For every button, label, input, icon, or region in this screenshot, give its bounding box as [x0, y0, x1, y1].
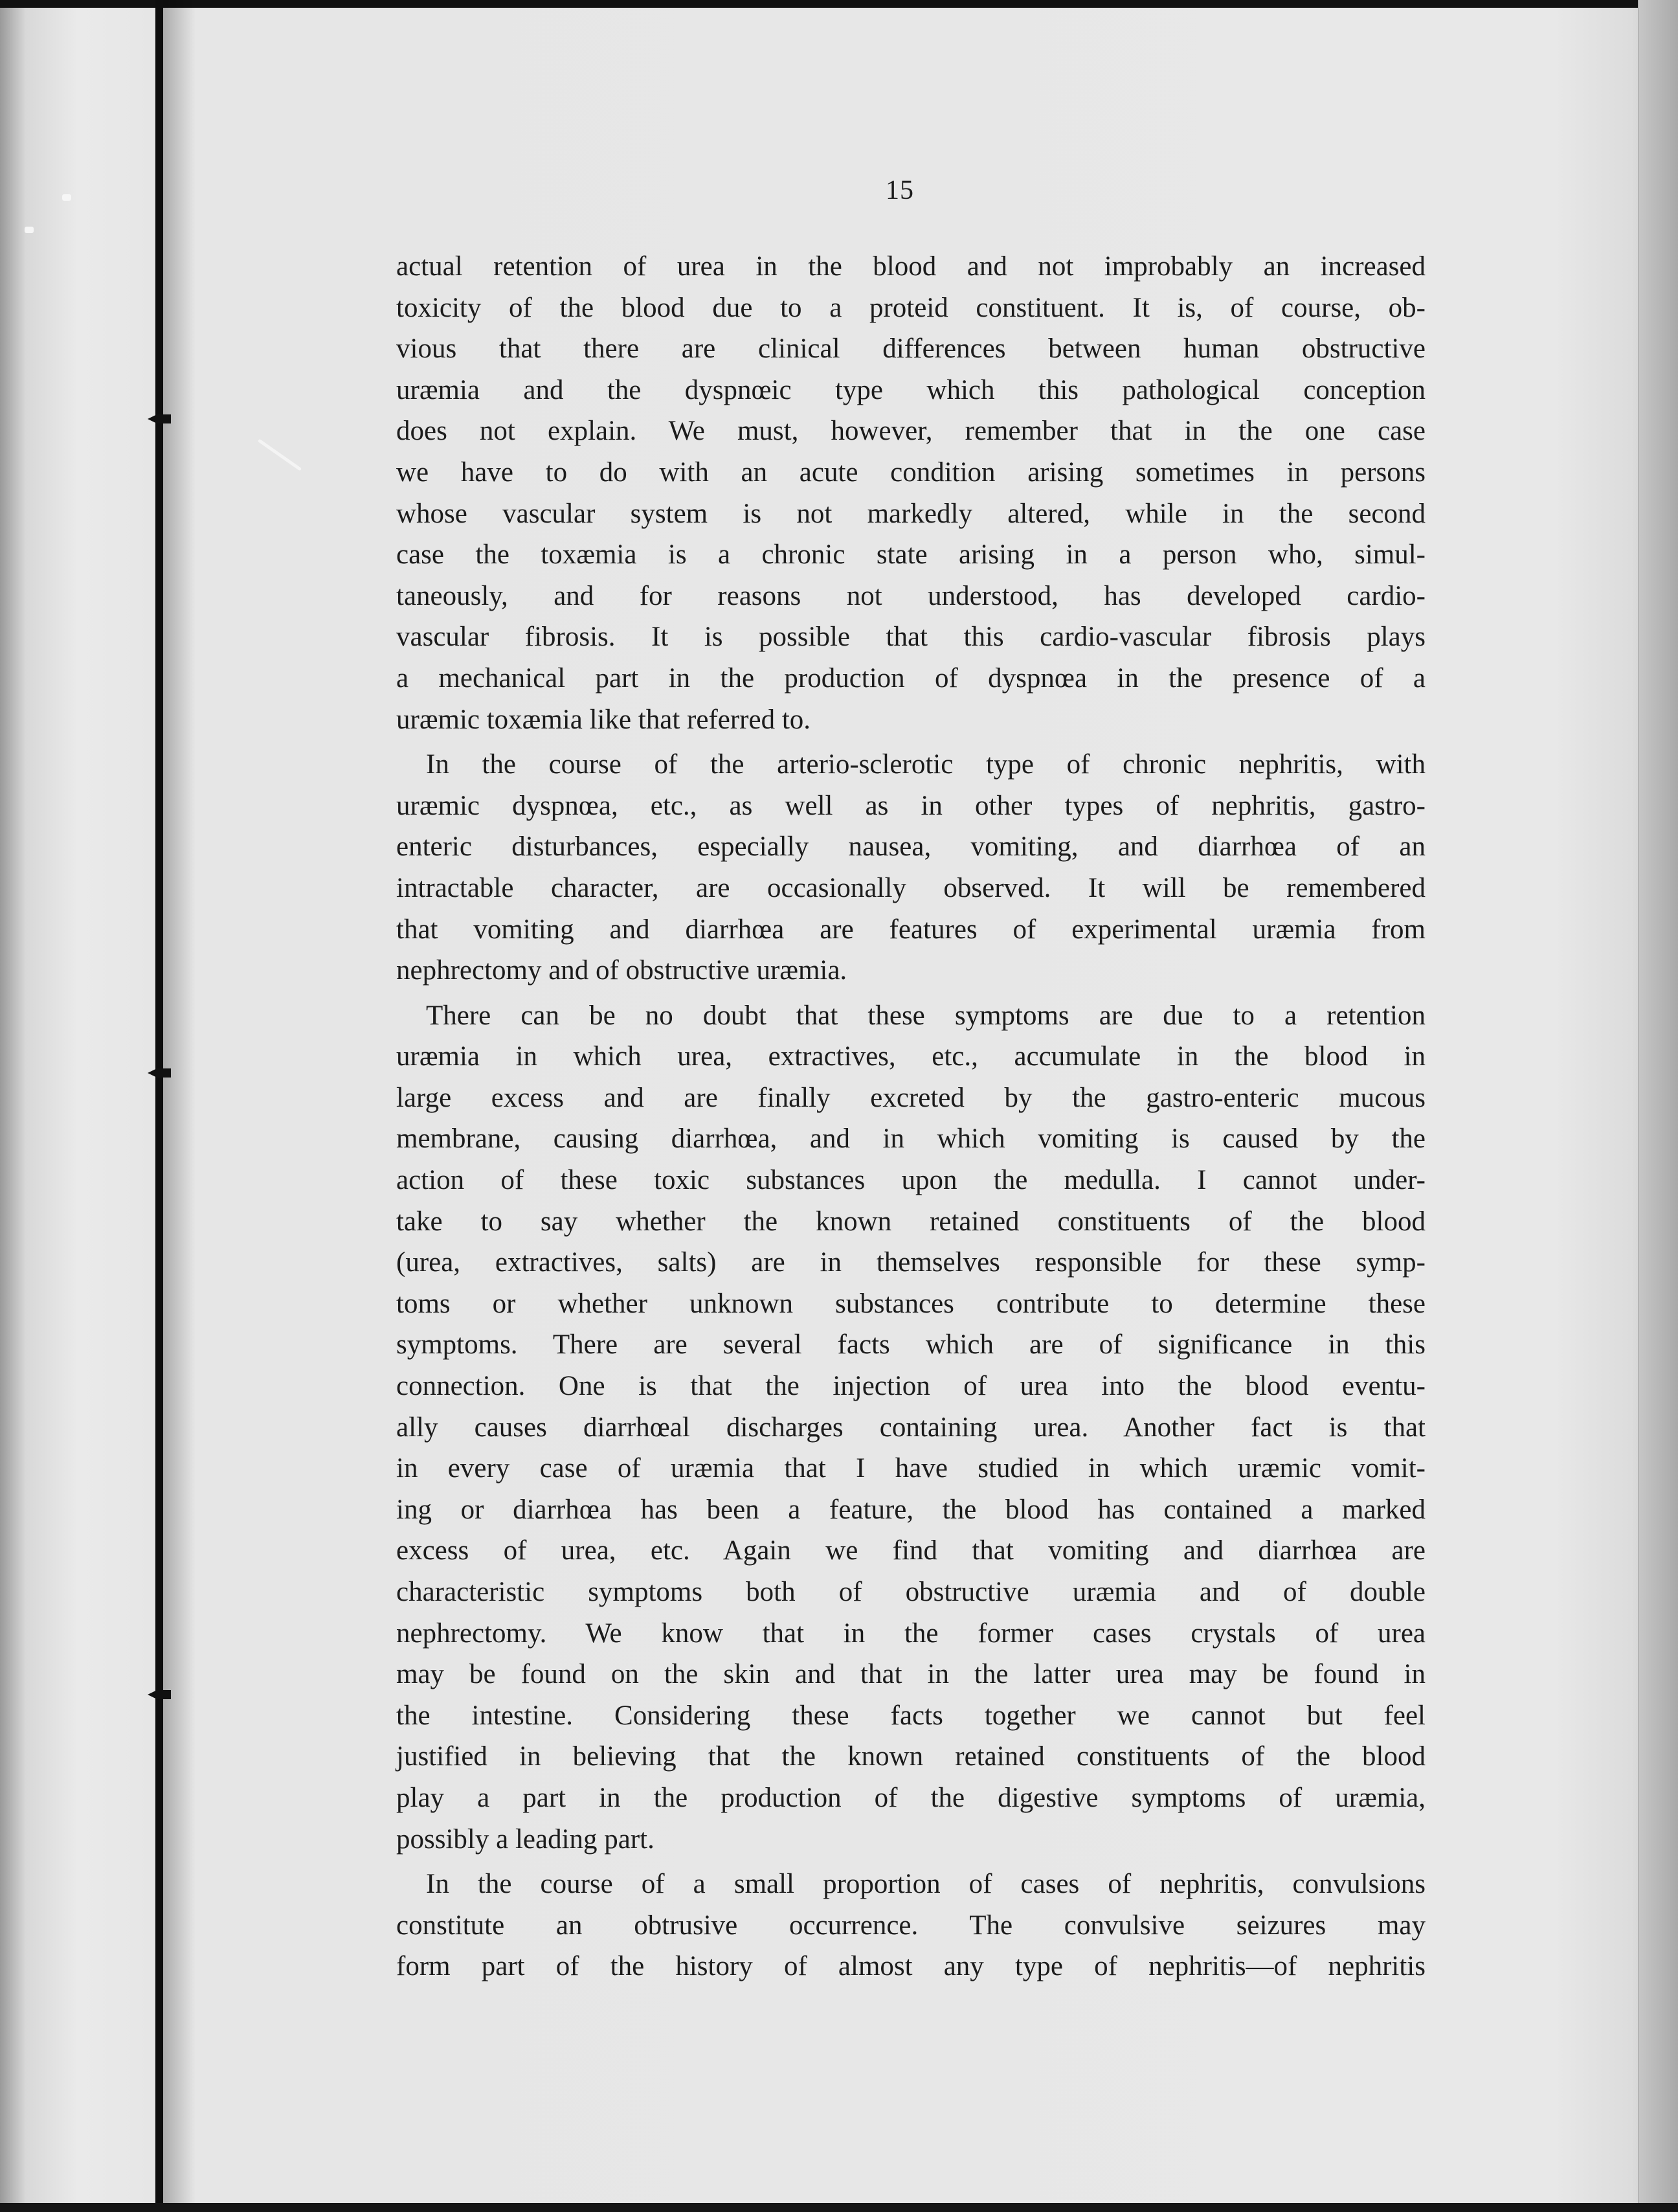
- text-line: form part of the history of almost any type of nephritis—of nephritis: [396, 1951, 1426, 1982]
- text-line: that vomiting and diarrhœa are features of experimental uræmia from: [396, 914, 1426, 945]
- text-line: (urea, extractives, salts) are in themselves responsible for these symp-: [396, 1247, 1426, 1278]
- text-line: membrane, causing diarrhœa, and in which vomiting is caused by the: [396, 1123, 1426, 1155]
- text-line: actual retention of urea in the blood and not improbably an increased: [396, 251, 1426, 282]
- paragraph: [396, 744, 1426, 991]
- text-line: In the course of the arterio-sclerotic type of chronic nephritis, with: [426, 749, 1426, 780]
- text-line: whose vascular system is not markedly altered, while in the second: [396, 498, 1426, 529]
- spine-notch: [148, 1068, 171, 1078]
- text-line: vascular fibrosis. It is possible that this cardio-vascular fibrosis plays: [396, 622, 1426, 653]
- text-line: may be found on the skin and that in the latter urea may be found in: [396, 1659, 1426, 1690]
- text-line: toms or whether unknown substances contribute to determine these: [396, 1288, 1426, 1319]
- text-line: nephrectomy and of obstructive uræmia.: [396, 955, 847, 986]
- text-line: action of these toxic substances upon the medulla. I cannot under-: [396, 1165, 1426, 1196]
- text-line: uræmia in which urea, extractives, etc., accumulate in the blood in: [396, 1041, 1426, 1072]
- text-line: justified in believing that the known retained constituents of the blood: [396, 1741, 1426, 1772]
- text-line: we have to do with an acute condition arising sometimes in persons: [396, 457, 1426, 488]
- text-line: play a part in the production of the digestive symptoms of uræmia,: [396, 1782, 1426, 1813]
- text-line: characteristic symptoms both of obstructive uræmia and of double: [396, 1577, 1426, 1607]
- spine-shadow: [163, 0, 196, 2212]
- text-line: a mechanical part in the production of dyspnœa in the presence of a: [396, 662, 1426, 694]
- text-line: symptoms. There are several facts which are of significance in this: [396, 1329, 1426, 1360]
- spine-notch: [148, 414, 171, 423]
- text-line: constitute an obtrusive occurrence. The convulsive seizures may: [396, 1910, 1426, 1941]
- scan-speck: [62, 194, 71, 201]
- text-line: intractable character, are occasionally observed. It will be remembered: [396, 872, 1426, 903]
- text-line: ing or diarrhœa has been a feature, the blood has contained a marked: [396, 1494, 1426, 1525]
- text-line: possibly a leading part.: [396, 1823, 654, 1855]
- text-line: take to say whether the known retained constituents of the blood: [396, 1206, 1426, 1237]
- scan-top-edge: [0, 0, 1678, 8]
- scan-scratch: [258, 439, 302, 471]
- paragraph: [396, 246, 1426, 740]
- text-line: enteric disturbances, especially nausea, vomiting, and diarrhœa of an: [396, 831, 1426, 863]
- text-line: connection. One is that the injection of urea into the blood eventu-: [396, 1371, 1426, 1402]
- text-line: toxicity of the blood due to a proteid constituent. It is, of course, ob-: [396, 292, 1426, 323]
- text-line: does not explain. We must, however, remember that in the one case: [396, 416, 1426, 447]
- text-line: There can be no doubt that these symptoms are due to a retention: [426, 1000, 1426, 1031]
- body-text: [396, 246, 1426, 1987]
- paragraph: [396, 995, 1426, 1860]
- scan-speck: [25, 227, 34, 233]
- scan-bottom-edge: [0, 2203, 1678, 2212]
- text-line: uræmia and the dyspnœic type which this pathological conception: [396, 374, 1426, 405]
- text-line: excess of urea, etc. Again we find that vomiting and diarrhœa are: [396, 1535, 1426, 1566]
- text-line: the intestine. Considering these facts together we cannot but feel: [396, 1700, 1426, 1731]
- spine-notch: [148, 1690, 171, 1699]
- text-line: nephrectomy. We know that in the former cases crystals of urea: [396, 1618, 1426, 1649]
- text-line: In the course of a small proportion of cases of nephritis, convulsions: [426, 1869, 1426, 1900]
- page-number: 15: [886, 175, 914, 205]
- scan-right-edge: [1639, 0, 1678, 2212]
- text-line: taneously, and for reasons not understood, has developed cardio-: [396, 580, 1426, 611]
- text-line: ally causes diarrhœal discharges containing urea. Another fact is that: [396, 1412, 1426, 1443]
- text-line: uræmic toxæmia like that referred to.: [396, 704, 811, 735]
- book-spine: [155, 0, 163, 2212]
- text-line: large excess and are finally excreted by the gastro-enteric mucous: [396, 1082, 1426, 1113]
- text-line: uræmic dyspnœa, etc., as well as in other types of nephritis, gastro-: [396, 790, 1426, 821]
- text-line: case the toxæmia is a chronic state arising in a person who, simul-: [396, 539, 1426, 570]
- paragraph: [396, 1864, 1426, 1987]
- text-line: in every case of uræmia that I have studied in which uræmic vomit-: [396, 1453, 1426, 1484]
- text-line: vious that there are clinical differences between human obstructive: [396, 333, 1426, 365]
